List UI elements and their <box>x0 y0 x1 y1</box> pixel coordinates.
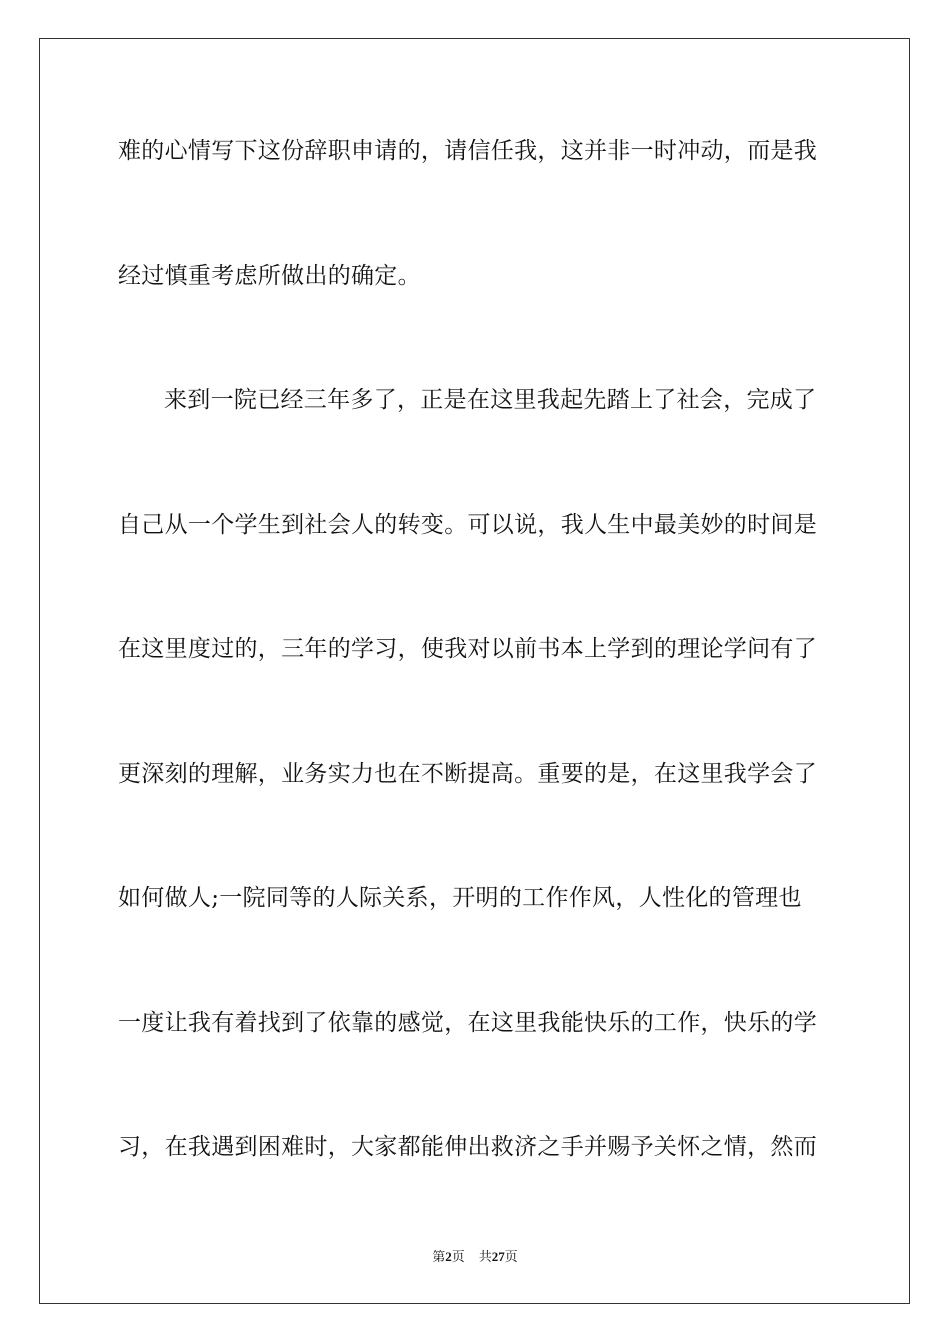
total-pages: 27 <box>491 1249 505 1264</box>
page-border <box>39 38 910 1304</box>
body-line-5: 在这里度过的，三年的学习，使我对以前书本上学到的理论学问有了 <box>118 636 817 662</box>
page-number: 2 <box>445 1249 452 1264</box>
page-prefix: 第 <box>432 1249 446 1264</box>
body-line-9: 习，在我遇到困难时，大家都能伸出救济之手并赐予关怀之情，然而 <box>118 1134 817 1160</box>
body-line-2: 经过慎重考虑所做出的确定。 <box>118 263 421 289</box>
body-line-4: 自己从一个学生到社会人的转变。可以说，我人生中最美妙的时间是 <box>118 512 817 538</box>
total-suffix: 页 <box>504 1249 518 1264</box>
page-suffix: 页 <box>451 1249 465 1264</box>
body-line-7: 如何做人;一院同等的人际关系，开明的工作作风，人性化的管理也 <box>118 885 802 911</box>
page-footer <box>0 1248 950 1266</box>
body-line-3: 来到一院已经三年多了，正是在这里我起先踏上了社会，完成了 <box>164 387 817 413</box>
total-prefix: 共 <box>478 1249 492 1264</box>
body-line-1: 难的心情写下这份辞职申请的，请信任我，这并非一时冲动，而是我 <box>118 138 817 164</box>
body-line-8: 一度让我有着找到了依靠的感觉，在这里我能快乐的工作，快乐的学 <box>118 1010 817 1036</box>
body-line-6: 更深刻的理解，业务实力也在不断提高。重要的是，在这里我学会了 <box>118 761 817 787</box>
